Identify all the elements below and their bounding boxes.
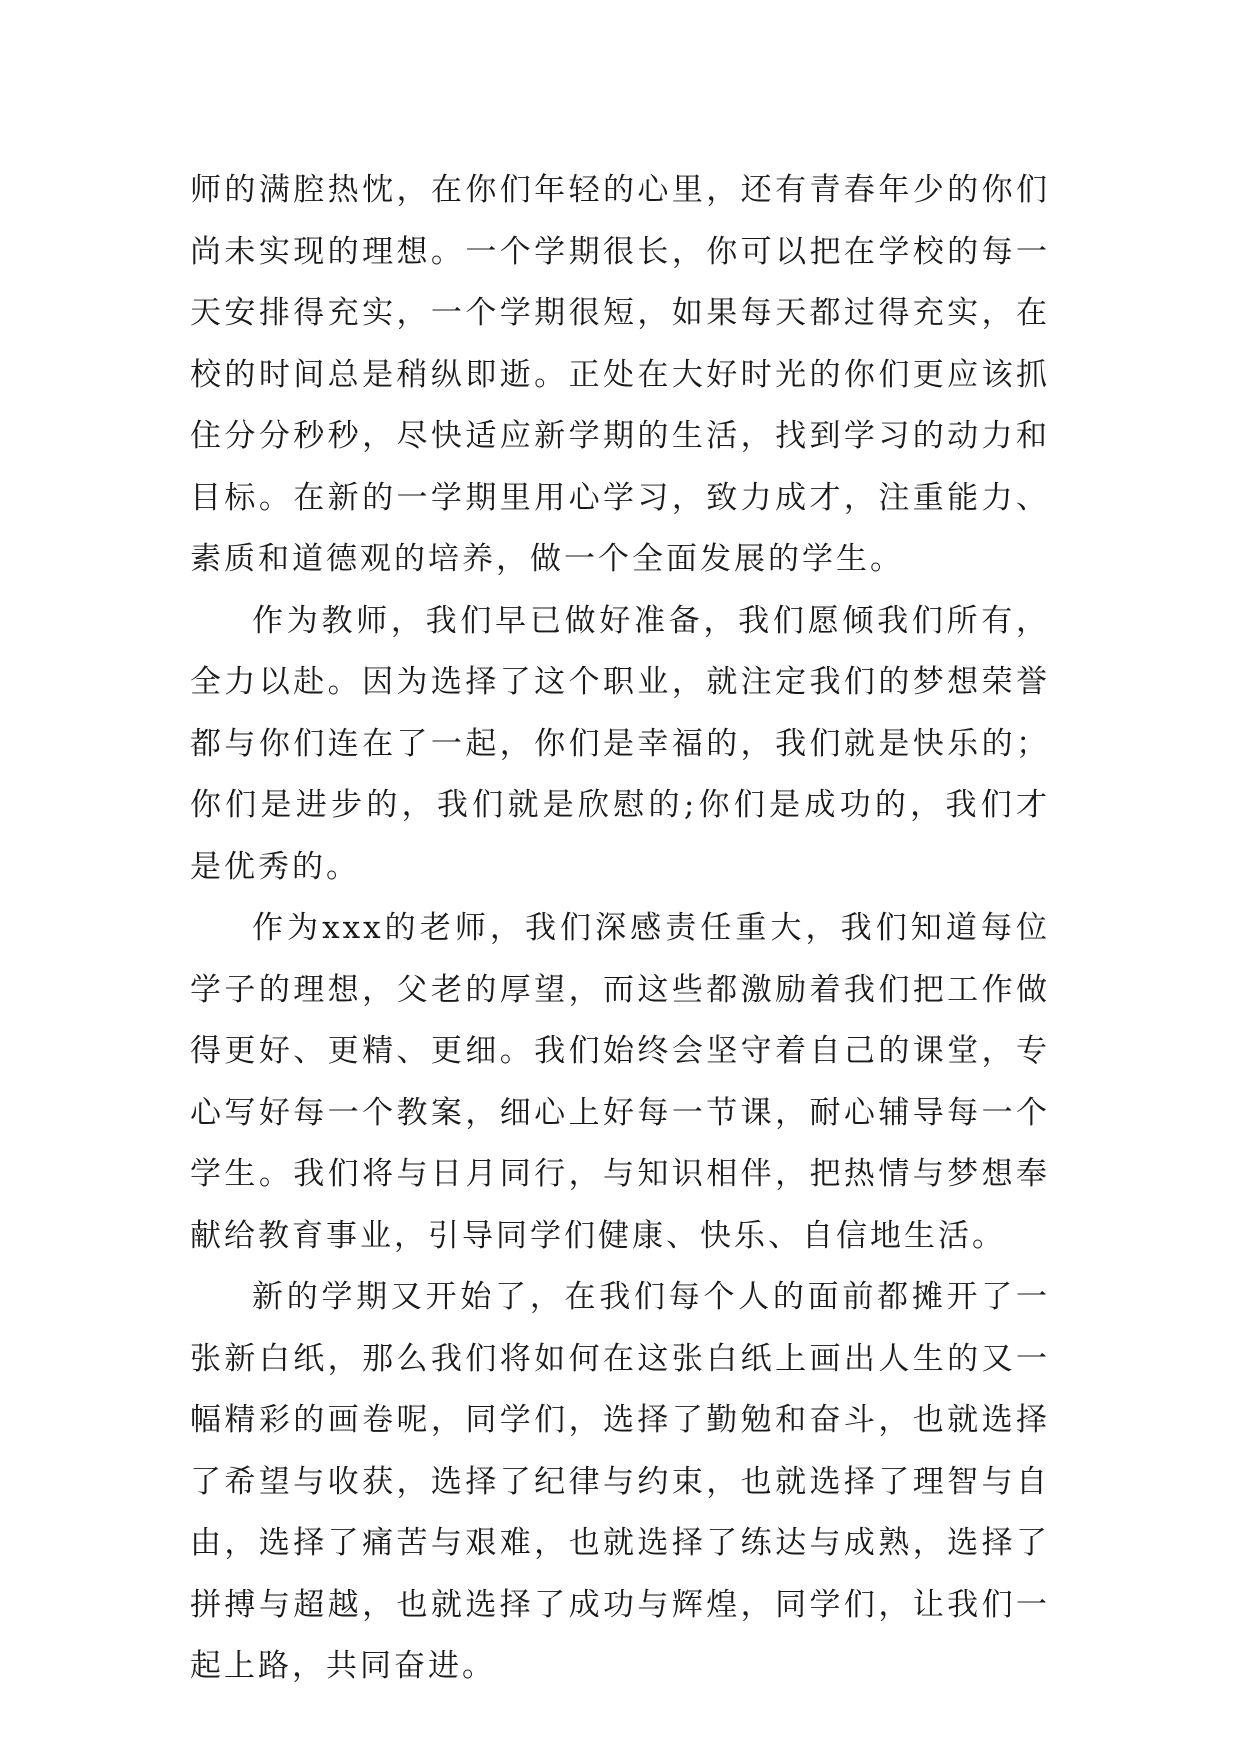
paragraph-continued: 师的满腔热忱，在你们年轻的心里，还有青春年少的你们尚未实现的理想。一个学期很长，你可以把在学校的每一天安排得充实，一个学期很短，如果每天都过得充实，在校的时间总是稍纵即逝。正处在大好时光的你们更应该抓住分分秒秒，尽快适应新学期的生活，找到学习的动力和目标。在新的一学期里用心学习，致力成才，注重能力、素质和道德观的培养，做一个全面发展的学生。 xyxy=(190,172,1050,577)
paragraph-teachers-responsibility: 作为xxx的老师，我们深感责任重大，我们知道每位学子的理想，父老的厚望，而这些都激励着我们把工作做得更好、更精、更细。我们始终会坚守着自己的课堂，专心写好每一个教案，细心上好每一节课，耐心辅导每一个学生。我们将与日月同行，与知识相伴，把热情与梦想奉献给教育事业，引导同学们健康、快乐、自信地生活。 xyxy=(190,910,1050,1254)
document-body xyxy=(190,160,1050,1698)
paragraph-teachers-prepared: 作为教师，我们早已做好准备，我们愿倾我们所有，全力以赴。因为选择了这个职业，就注定我们的梦想荣誉都与你们连在了一起，你们是幸福的，我们就是快乐的；你们是进步的，我们就是欣慰的;你们是成功的，我们才是优秀的。 xyxy=(190,602,1050,885)
paragraph-new-semester: 新的学期又开始了，在我们每个人的面前都摊开了一张新白纸，那么我们将如何在这张白纸上画出人生的又一幅精彩的画卷呢，同学们，选择了勤勉和奋斗，也就选择了希望与收获，选择了纪律与约束，也就选择了理智与自由，选择了痛苦与艰难，也就选择了练达与成熟，选择了拼搏与超越，也就选择了成功与辉煌，同学们，让我们一起上路，共同奋进。 xyxy=(190,1279,1050,1684)
